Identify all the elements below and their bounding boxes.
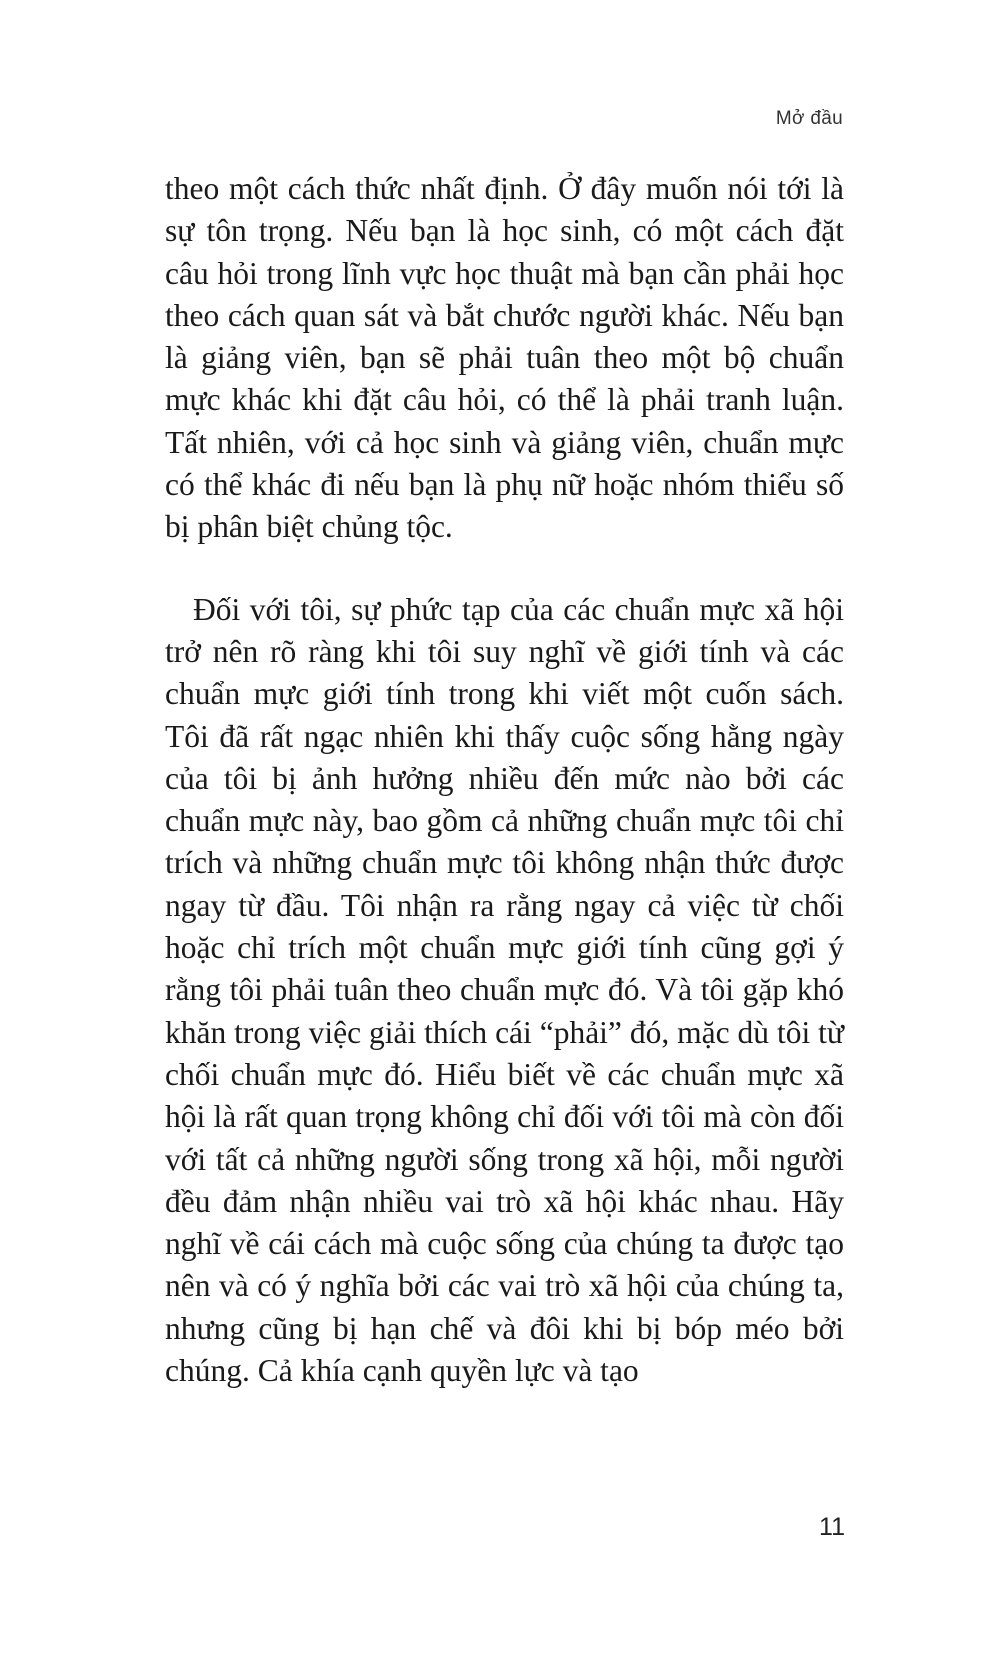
running-head: Mở đầu: [775, 108, 843, 129]
paragraph: Đối với tôi, sự phức tạp của các chuẩn mực xã hội trở nên rõ ràng khi tôi suy nghĩ về giới tính và các chuẩn mực giới tính trong khi viết một cuốn sách. Tôi đã rất ngạc nhiên khi thấy cuộc sống hằng ngày của tôi bị ảnh hưởng nhiều đến mức nào bởi các chuẩn mực này, bao gồm cả những chuẩn mực tôi chỉ trích và những chuẩn mực tôi không nhận thức được ngay từ đầu. Tôi nhận ra rằng ngay cả việc từ chối hoặc chỉ trích một chuẩn mực giới tính cũng gợi ý rằng tôi phải tuân theo chuẩn mực đó. Và tôi gặp khó khăn trong việc giải thích cái “phải” đó, mặc dù tôi từ chối chuẩn mực đó. Hiểu biết về các chuẩn mực xã hội là rất quan trọng không chỉ đối với tôi mà còn đối với tất cả những người sống trong xã hội, mỗi người đều đảm nhận nhiều vai trò xã hội khác nhau. Hãy nghĩ về cái cách mà cuộc sống của chúng ta được tạo nên và có ý nghĩa bởi các vai trò xã hội của chúng ta, nhưng cũng bị hạn chế và đôi khi bị bóp méo bởi chúng. Cả khía cạnh quyền lực và tạo: [165, 591, 844, 1389]
paragraph-continuation: theo một cách thức nhất định. Ở đây muốn nói tới là sự tôn trọng. Nếu bạn là học sinh, có một cách đặt câu hỏi trong lĩnh vực học thuật mà bạn cần phải học theo cách quan sát và bắt chước người khác. Nếu bạn là giảng viên, bạn sẽ phải tuân theo một bộ chuẩn mực khác khi đặt câu hỏi, có thể là phải tranh luận. Tất nhiên, với cả học sinh và giảng viên, chuẩn mực có thể khác đi nếu bạn là phụ nữ hoặc nhóm thiểu số bị phân biệt chủng tộc.: [165, 171, 844, 545]
page-number: 11: [819, 1513, 845, 1541]
body-text: [165, 168, 844, 1392]
